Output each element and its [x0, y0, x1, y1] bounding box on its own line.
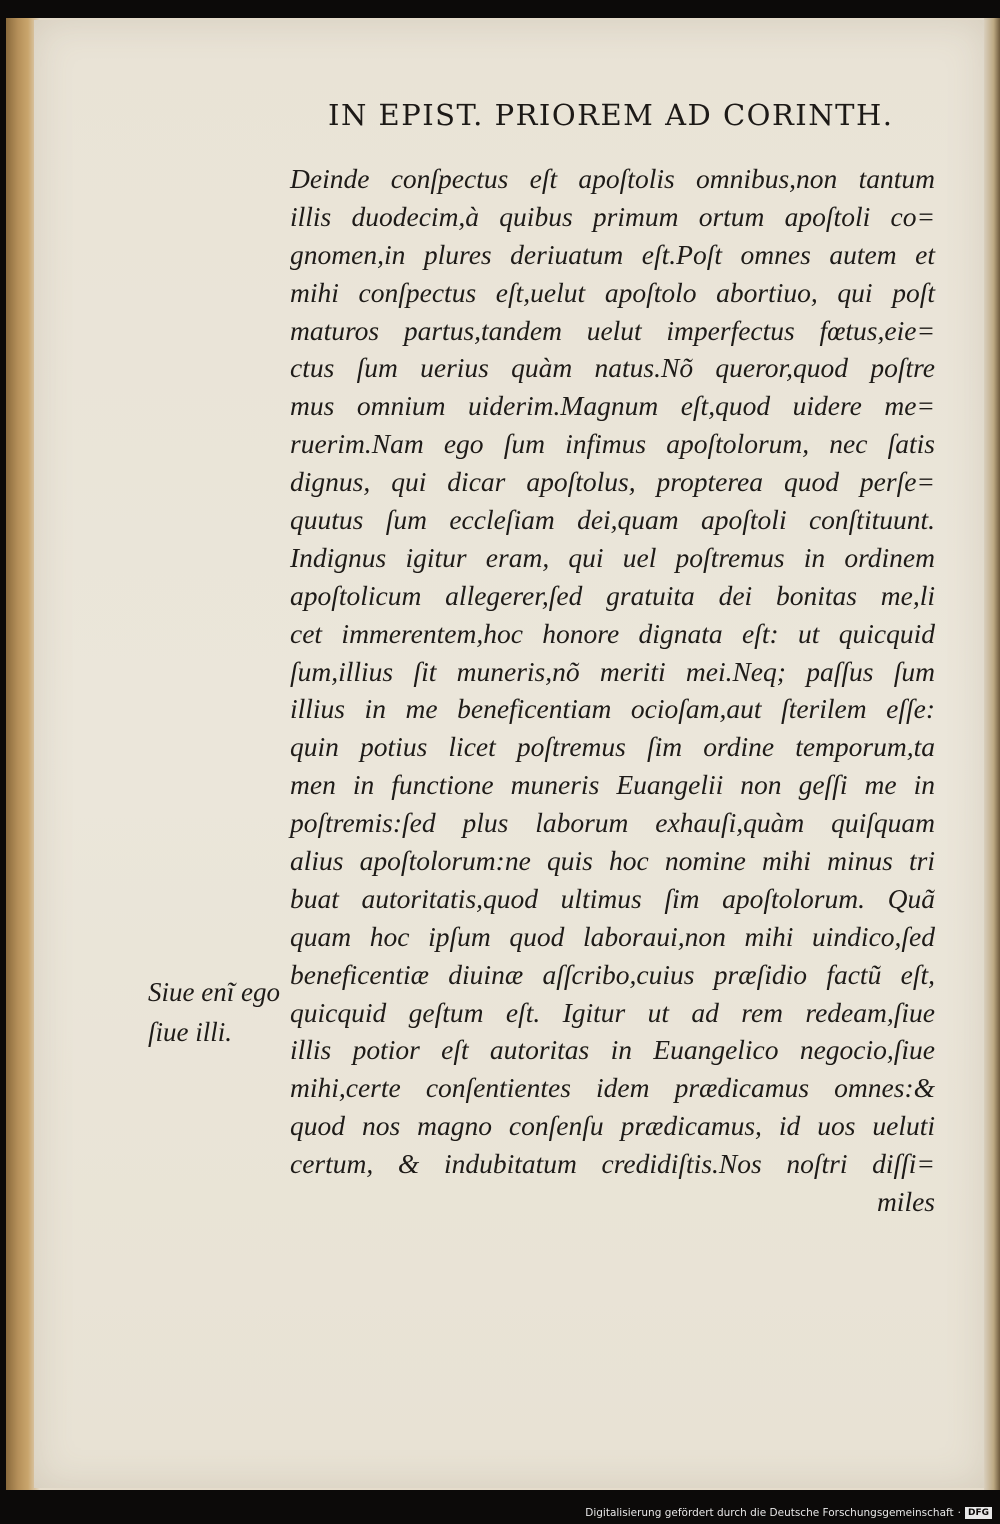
text-line: mihi conſpectus eſt,uelut apoſtolo abortiuo, qui poſt — [290, 276, 935, 308]
text-line: quicquid geſtum eſt. Igitur ut ad rem redeam,ſiue — [290, 996, 935, 1028]
text-line: men in functione muneris Euangelii non geſſi me in — [290, 769, 935, 801]
text-line: apoſtolicum allegerer,ſed gratuita dei bonitas me,li — [290, 579, 935, 611]
text-line: dignus, qui dicar apoſtolus, propterea quod perſe= — [290, 466, 935, 498]
margin-note-line: ſiue illi. — [148, 1017, 232, 1047]
text-line: poſtremis:ſed plus laborum exhauſi,quàm quiſquam — [290, 807, 935, 839]
margin-note — [148, 972, 298, 1052]
text-line: quin potius licet poſtremus ſim ordine temporum,ta — [290, 731, 935, 763]
text-line: ruerim.Nam ego ſum infimus apoſtolorum, nec ſatis — [290, 428, 935, 460]
text-line: ctus ſum uerius quàm natus.Nõ queror,quod poſtre — [290, 352, 935, 384]
text-line: buat autoritatis,quod ultimus ſim apoſtolorum. Quã — [290, 882, 935, 914]
text-line: Indignus igitur eram, qui uel poſtremus in ordinem — [290, 541, 935, 573]
text-line: alius apoſtolorum:ne quis hoc nomine mihi minus tri — [290, 845, 935, 877]
text-line: illis potior eſt autoritas in Euangelico negocio,ſiue — [290, 1034, 935, 1066]
dfg-logo-icon: DFG — [965, 1507, 992, 1519]
text-line: quutus ſum eccleſiam dei,quam apoſtoli conſtituunt. — [290, 504, 935, 536]
text-line: gnomen,in plures deriuatum eſt.Poſt omnes autem et — [290, 238, 935, 270]
text-line: ſum,illius ſit muneris,nõ meriti mei.Neq; paſſus ſum — [290, 655, 935, 687]
text-line: quod nos magno conſenſu prædicamus, id uos ueluti — [290, 1110, 935, 1142]
text-line: illius in me beneficentiam ocioſam,aut ſterilem eſſe: — [290, 693, 935, 725]
page-fore-edge — [984, 18, 1000, 1490]
text-line: mus omnium uiderim.Magnum eſt,quod uidere me= — [290, 390, 935, 422]
credit-text: Digitalisierung gefördert durch die Deutsche Forschungsgemeinschaft — [585, 1507, 954, 1519]
margin-note-line: Siue enĩ ego — [148, 977, 280, 1007]
running-head: IN EPIST. PRIOREM AD CORINTH. — [328, 98, 894, 132]
text-line: illis duodecim,à quibus primum ortum apoſtoli co= — [290, 200, 935, 232]
text-line: beneficentiæ diuinæ aſſcribo,cuius præſidio factũ eſt, — [290, 958, 935, 990]
body-text — [290, 160, 935, 1221]
text-line: mihi,certe conſentientes idem prædicamus omnes:& — [290, 1072, 935, 1104]
text-line: cet immerentem,hoc honore dignata eſt: ut quicquid — [290, 617, 935, 649]
digitization-credit: Digitalisierung gefördert durch die Deutsche Forschungsgemeinschaft · DFG — [585, 1506, 992, 1520]
text-line: maturos partus,tandem uelut imperfectus fœtus,eie= — [290, 314, 935, 346]
text-line: Deinde conſpectus eſt apoſtolis omnibus,non tantum — [290, 163, 935, 194]
text-line: certum, & indubitatum credidiſtis.Nos noſtri diſſi= — [290, 1148, 935, 1180]
text-line: quam hoc ipſum quod laboraui,non mihi uindico,ſed — [290, 920, 935, 952]
catchword: miles — [876, 1186, 935, 1218]
